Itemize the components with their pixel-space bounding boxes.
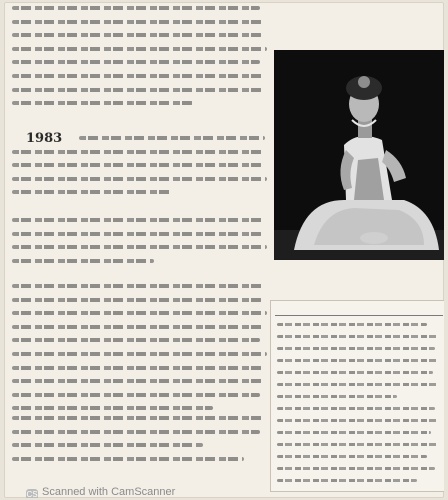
scanned-page xyxy=(4,2,444,498)
scanner-watermark xyxy=(26,486,175,498)
interview-divider xyxy=(275,315,443,316)
dancer-photo xyxy=(274,50,444,260)
interview-box xyxy=(270,300,444,492)
paragraph-4 xyxy=(12,284,270,420)
paragraph-3 xyxy=(12,218,270,272)
paragraph-5 xyxy=(12,416,270,470)
paragraph-1 xyxy=(12,6,270,115)
dancer-photo-image xyxy=(274,50,444,260)
year-marker: 1983 xyxy=(26,131,63,146)
camscanner-logo: CS xyxy=(26,489,38,498)
watermark-text: Scanned with CamScanner xyxy=(42,486,176,498)
paragraph-2 xyxy=(12,136,270,204)
